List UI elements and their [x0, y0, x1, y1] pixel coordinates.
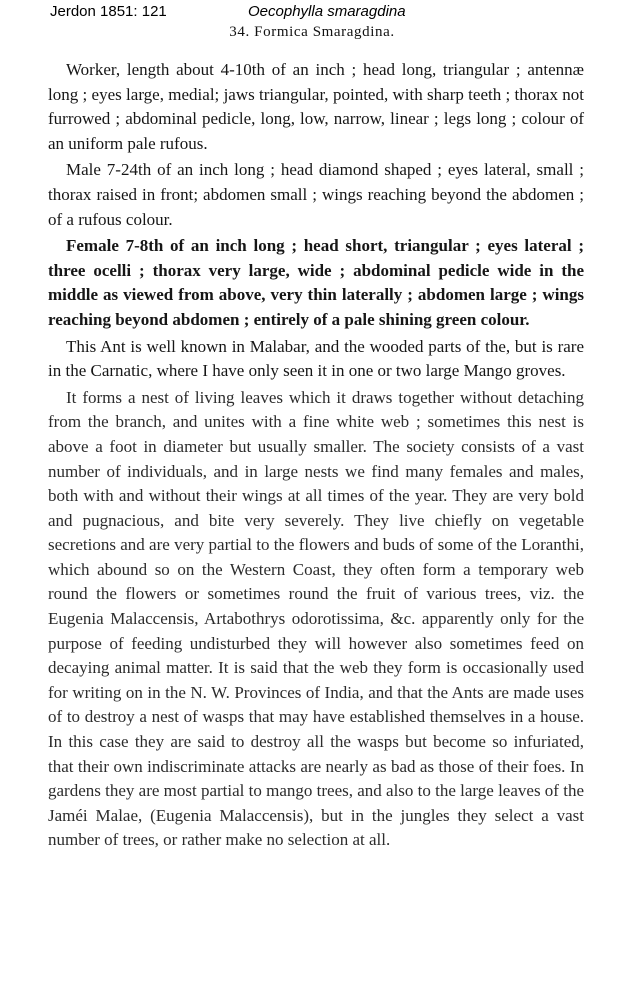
paragraph-female: Female 7-8th of an inch long ; head short, triangular ; eyes lateral ; three ocelli ; thorax very large, wide ; abdominal pedicle wide in the middle as viewed from above, very thin laterally ; abdomen large ; wings reaching beyond abdomen ; entirely of a pale shining green colour. — [48, 236, 584, 329]
citation-label: Jerdon 1851: 121 — [50, 3, 167, 20]
document-body — [48, 58, 584, 853]
paragraph-nest: It forms a nest of living leaves which it draws together without detaching from the branch, and unites with a fine white web ; sometimes this nest is above a foot in diameter but usually smaller. The society consists of a vast number of individuals, and in large nests we find many females and males, both with and without their wings at all times of the year. They are very bold and pugnacious, and bite very severely. They live chiefly on vegetable secretions and are very partial to the flowers and buds of some of the Loranthi, which abound so on the Western Coast, they often form a temporary web round the flowers or sometimes round the fruit of various trees, viz. the Eugenia Malaccensis, Artabothrys odorotissima, &c. apparently only for the purpose of feeding undisturbed they will however also sometimes feed on decaying animal matter. It is said that the web they form is occasionally used for writing on in the N. W. Provinces of India, and that the Ants are made uses of to destroy a nest of wasps that may have established themselves in a house. In this case they are said to destroy all the wasps but become so infuriated, that their own indiscriminate attacks are nearly as bad as those of their foes. In gardens they are most partial to mango trees, and also to the large leaves of the Jaméi Malae, (Eugenia Malaccensis), but in the jungles they select a vast number of trees, or rather make no selection at all. — [48, 387, 584, 850]
paragraph-male: Male 7-24th of an inch long ; head diamond shaped ; eyes lateral, small ; thorax raised in front; abdomen small ; wings reaching beyond the abdomen ; of a rufous colour. — [48, 160, 584, 229]
section-title: 34. Formica Smaragdina. — [229, 24, 395, 40]
paragraph-worker: Worker, length about 4-10th of an inch ; head long, triangular ; antennæ long ; eyes large, medial; jaws triangular, pointed, with sharp teeth ; thorax not furrowed ; abdominal pedicle, long, low, narrow, linear ; legs long ; colour of an uniform pale rufous. — [48, 60, 584, 153]
paragraph-habitat: This Ant is well known in Malabar, and the wooded parts of the, but is rare in the Carnatic, where I have only seen it in one or two large Mango groves. — [48, 336, 584, 381]
page-header — [0, 2, 624, 24]
species-name: Oecophylla smaragdina — [248, 3, 406, 20]
